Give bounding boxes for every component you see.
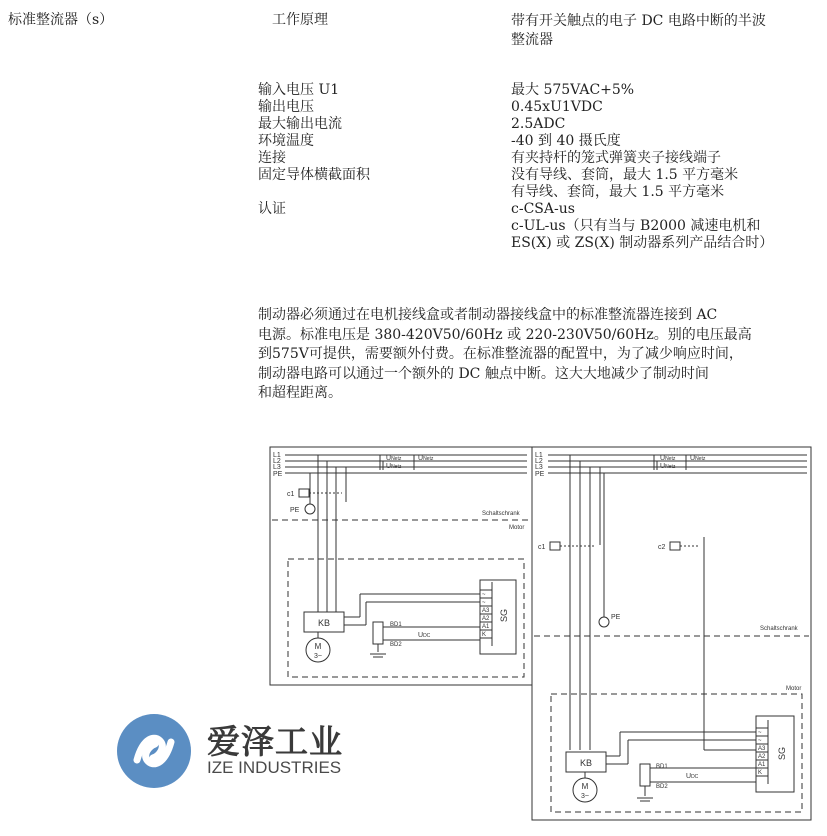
left-u-netz-2: UNetz [418, 455, 434, 462]
spec-value: 有夹持杆的笼式弹簧夹子接线端子 [511, 150, 721, 166]
right-bd1: BD1 [656, 764, 668, 770]
right-contact-c1: c1 [538, 544, 546, 551]
spec-label: 环境温度 [258, 133, 314, 149]
paragraph-line: 制动器电路可以通过一个额外的 DC 触点中断。这大大地减少了制动时间 [258, 365, 709, 382]
right-schaltschrank: Schaltschrank [760, 626, 798, 632]
left-udc: UDC [418, 632, 431, 639]
spec-label: 连接 [258, 150, 286, 166]
logo-emblem-icon [115, 712, 193, 790]
right-pe-label: PE [611, 614, 621, 621]
right-line-l3: L3 [535, 464, 543, 471]
right-term-5: A1 [758, 762, 766, 768]
left-term-1: ~ [482, 592, 486, 598]
left-line-pe: PE [273, 471, 283, 478]
left-u-netz-3: UNetz [386, 463, 402, 470]
spec-value: ES(X) 或 ZS(X) 制动器系列产品结合时） [511, 235, 774, 251]
left-bd2: BD2 [390, 642, 402, 648]
spec-label: 输出电压 [258, 99, 314, 115]
paragraph-line: 到575V可提供，需要额外付费。在标准整流器的配置中，为了减少响应时间， [258, 346, 743, 362]
right-term-4: A2 [758, 754, 766, 760]
right-motor-label: Motor [786, 686, 802, 692]
right-diagram-frame [532, 447, 811, 820]
principle-value-line1: 带有开关触点的电子 DC 电路中断的半波 [511, 13, 766, 29]
right-line-l1: L1 [535, 452, 543, 459]
left-bd1: BD1 [390, 622, 402, 628]
left-pe-label: PE [290, 507, 300, 514]
right-motor-m: M [581, 782, 589, 791]
spec-value: 没有导线、套筒，最大 1.5 平方毫米 [511, 167, 739, 183]
right-line-l2: L2 [535, 458, 543, 465]
right-term-6: K [758, 770, 763, 776]
right-term-1: ~ [758, 730, 762, 736]
left-motor-phase: 3~ [314, 653, 322, 660]
right-sg: SG [777, 746, 787, 760]
spec-label: 固定导体横截面积 [258, 167, 370, 183]
spec-value: -40 到 40 摄氏度 [511, 133, 621, 149]
logo-name-en: IZE INDUSTRIES [207, 758, 342, 777]
left-term-2: ~ [482, 600, 486, 606]
paragraph-line: 和超程距离。 [258, 385, 342, 401]
left-schaltschrank: Schaltschrank [482, 511, 520, 517]
left-kb: KB [317, 618, 331, 628]
right-u-netz-1: UNetz [660, 455, 676, 462]
right-u-netz-2: UNetz [690, 455, 706, 462]
spec-label: 认证 [258, 201, 286, 217]
left-term-5: A1 [482, 624, 490, 630]
left-diagram-frame [270, 447, 532, 685]
spec-value: 最大 575VAC+5% [511, 82, 635, 98]
spec-value: 0.45xU1VDC [511, 99, 603, 115]
right-line-pe: PE [535, 471, 545, 478]
right-term-3: A3 [758, 746, 766, 752]
left-contact-c1: c1 [287, 491, 295, 498]
company-logo [115, 712, 343, 794]
right-motor-phase: 3~ [581, 793, 589, 800]
right-kb: KB [579, 758, 593, 768]
right-udc: UDC [686, 773, 699, 780]
left-u-netz-1: UNetz [386, 455, 402, 462]
spec-label: 最大输出电流 [258, 116, 342, 132]
left-term-6: K [482, 632, 487, 638]
section-label: 标准整流器（s） [8, 12, 114, 28]
paragraph-line: 电源。标准电压是 380-420V50/60Hz 或 220-230V50/60Hz。别的电压最高 [258, 326, 752, 343]
logo-name-cn: 爱泽工业 [207, 722, 343, 761]
left-term-4: A2 [482, 616, 490, 622]
spec-value: 2.5ADC [511, 116, 566, 132]
principle-value-line2: 整流器 [511, 32, 553, 48]
left-line-l3: L3 [273, 464, 281, 471]
spec-label: 输入电压 U1 [258, 82, 340, 98]
spec-value: c-UL-us（只有当与 B2000 减速电机和 [511, 218, 761, 234]
right-u-netz-3: UNetz [660, 463, 676, 470]
left-sg: SG [499, 608, 509, 622]
left-motor-label: Motor [509, 525, 525, 531]
principle-label: 工作原理 [272, 12, 328, 28]
paragraph-line: 制动器必须通过在电机接线盒或者制动器接线盒中的标准整流器连接到 AC [258, 307, 718, 323]
left-line-l2: L2 [273, 458, 281, 465]
right-bd2: BD2 [656, 784, 668, 790]
spec-value: 有导线、套筒，最大 1.5 平方毫米 [511, 184, 725, 200]
right-contact-c2: c2 [658, 544, 666, 551]
left-line-l1: L1 [273, 452, 281, 459]
left-term-3: A3 [482, 608, 490, 614]
left-motor-m: M [314, 642, 322, 651]
spec-value: c-CSA-us [511, 201, 575, 217]
right-term-2: ~ [758, 738, 762, 744]
